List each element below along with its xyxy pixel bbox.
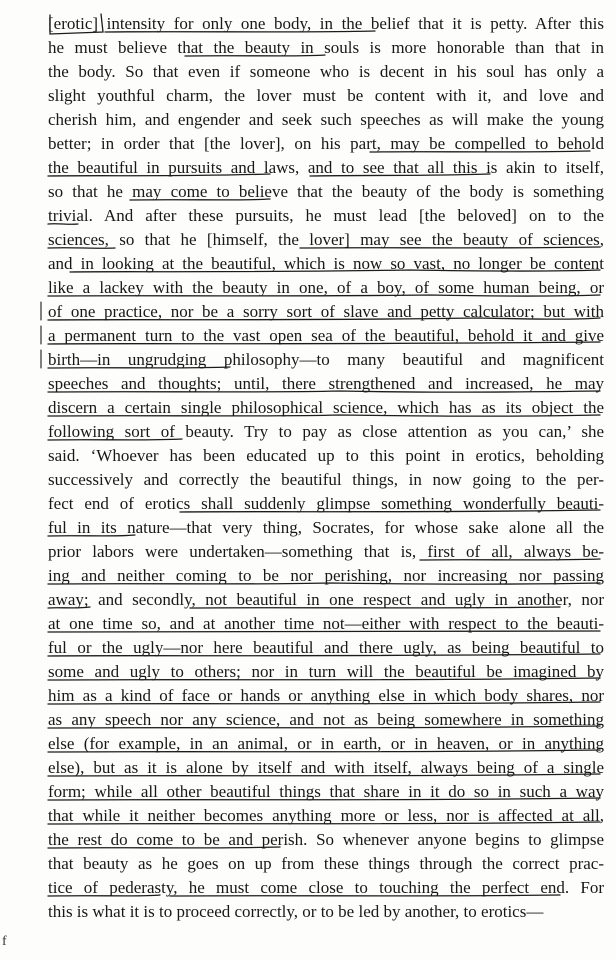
text-line-10: sciences, so that he [himself, the lover] may see the beauty of sciences,	[48, 230, 604, 249]
text-line-33: form; while all other beautiful things that share in it do so in such a way	[48, 782, 604, 801]
text-line-21: fect end of erotics shall suddenly glimpse something wonderfully beauti-	[48, 494, 604, 513]
text-line-25: away; and secondly, not beautiful in one respect and ugly in another, nor	[48, 590, 604, 609]
text-line-28: some and ugly to others; nor in turn will the beautiful be imagined by	[48, 662, 604, 681]
margin-mark: f	[2, 934, 7, 949]
text-line-37: tice of pederasty, he must come close to touching the perfect end. For	[48, 878, 604, 897]
text-line-11: and in looking at the beautiful, which is now so vast, no longer be content	[48, 254, 604, 273]
text-line-27: ful or the ugly—nor here beautiful and there ugly, as being beautiful to	[48, 638, 604, 657]
text-line-15: birth—in ungrudging philosophy—to many beautiful and magnificent	[48, 350, 604, 369]
text-line-2: he must believe that the beauty in souls is more honorable than that in	[48, 38, 604, 57]
text-line-20: successively and correctly the beautiful things, in now going to the per-	[48, 470, 604, 489]
text-line-36: that beauty as he goes on up from these things through the correct prac-	[48, 854, 604, 873]
text-line-6: better; in order that [the lover], on his part, may be compelled to behold	[48, 134, 604, 153]
text-line-12: like a lackey with the beauty in one, of a boy, of some human being, or	[48, 278, 604, 297]
text-line-1: [erotic] intensity for only one body, in the belief that it is petty. After this	[48, 14, 604, 33]
text-line-13: of one practice, nor be a sorry sort of slave and petty calculator; but with	[48, 302, 604, 321]
text-line-34: that while it neither becomes anything more or less, nor is affected at all,	[48, 806, 604, 825]
text-line-3: the body. So that even if someone who is decent in his soul has only a	[48, 62, 604, 81]
text-line-24: ing and neither coming to be nor perishing, nor increasing nor passing	[48, 566, 604, 585]
text-line-38: this is what it is to proceed correctly, or to be led by another, to erotics—	[48, 902, 544, 921]
text-line-23: prior labors were undertaken—something that is, first of all, always be-	[48, 542, 604, 561]
text-line-26: at one time so, and at another time not—either with respect to the beauti-	[48, 614, 604, 633]
text-line-22: ful in its nature—that very thing, Socrates, for whose sake alone all the	[48, 518, 604, 537]
text-line-31: else (for example, in an animal, or in earth, or in heaven, or in anything	[48, 734, 604, 753]
text-line-32: else), but as it is alone by itself and with itself, always being of a single	[48, 758, 604, 777]
text-line-30: as any speech nor any science, and not as being somewhere in something	[48, 710, 604, 729]
text-line-18: following sort of beauty. Try to pay as close attention as you can,’ she	[48, 422, 604, 441]
text-line-4: slight youthful charm, the lover must be content with it, and love and	[48, 86, 604, 105]
text-line-16: speeches and thoughts; until, there strengthened and increased, he may	[48, 374, 604, 393]
text-line-8: so that he may come to believe that the beauty of the body is something	[48, 182, 604, 201]
text-line-9: trivial. And after these pursuits, he must lead [the beloved] on to the	[48, 206, 604, 225]
text-line-14: a permanent turn to the vast open sea of the beautiful, behold it and give	[48, 326, 604, 345]
text-line-19: said. ‘Whoever has been educated up to this point in erotics, beholding	[48, 446, 604, 465]
text-line-17: discern a certain single philosophical science, which has as its object the	[48, 398, 604, 417]
text-line-35: the rest do come to be and perish. So whenever anyone begins to glimpse	[48, 830, 604, 849]
text-line-7: the beautiful in pursuits and laws, and to see that all this is akin to itself,	[48, 158, 604, 177]
text-line-5: cherish him, and engender and seek such speeches as will make the young	[48, 110, 604, 129]
text-line-29: him as a kind of face or hands or anything else in which body shares, nor	[48, 686, 604, 705]
